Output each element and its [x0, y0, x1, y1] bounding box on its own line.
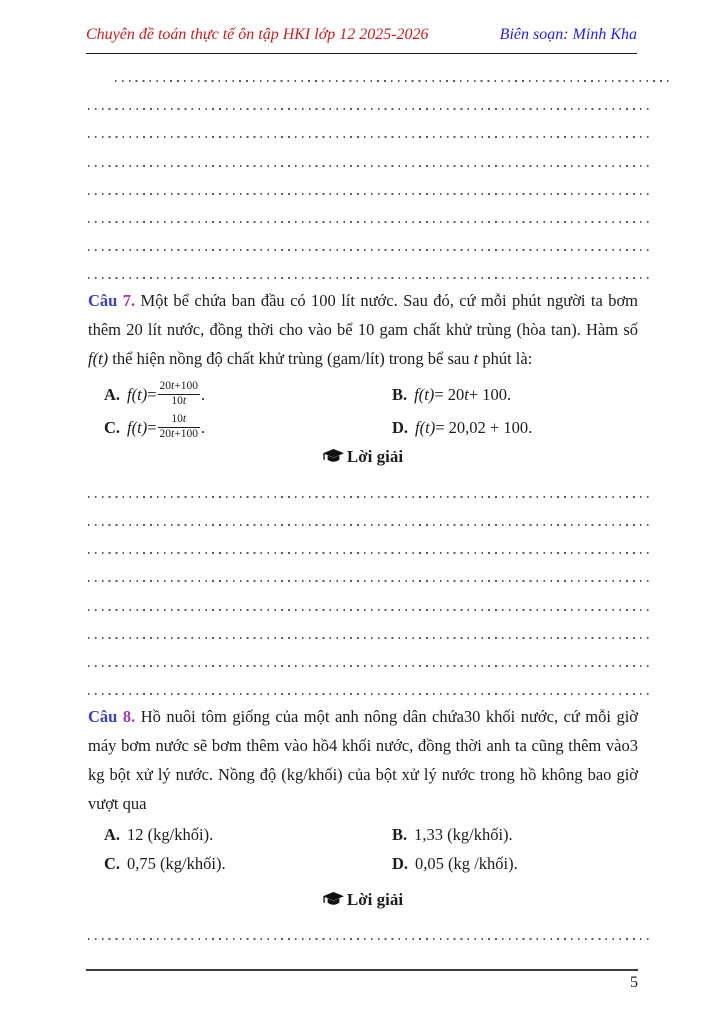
- answer-dotted-line: [88, 665, 650, 667]
- header-author: Biên soạn: Minh Kha: [499, 26, 637, 43]
- question-7-statement: Câu 7. Một bể chứa ban đầu có 100 lít nước. Sau đó, cứ mỗi phút người ta bơm thêm 20 lít nước, đồng thời cho vào bể 10 gam chất khử trùng (hòa tan). Hàm số f(t) thể hiện nồng độ chất khử trùng (gam/lít) trong bể sau t phút là:: [88, 291, 639, 368]
- option-8D: D. 0,05 (kg /khối).: [392, 853, 518, 873]
- answer-dotted-line: [88, 136, 650, 138]
- option-label: B.: [392, 824, 408, 844]
- answer-dotted-line: [88, 637, 650, 639]
- fraction: $\frac{20t+100}{10t}$: [159, 380, 198, 407]
- answer-dotted-line: [88, 580, 650, 582]
- page-header: [86, 26, 637, 54]
- header-course-title: Chuyên đề toán thực tế ôn tập HKI lớp 12 2025-2026: [86, 26, 429, 43]
- question-8-statement: Câu 8. Hồ nuôi tôm giống của một anh nông dân chứa30 khối nước, cứ mỗi giờ máy bơm nước sẽ bơm thêm vào hồ4 khối nước, đồng thời anh ta cũng thêm vào3 kg bột xử lý nước. Nồng độ (kg/khối) của bột xử lý nước trong hồ không bao giờ vượt qua: [88, 707, 639, 813]
- option-label: A.: [104, 384, 121, 404]
- fraction: $\frac{10t}{20t+100}$: [159, 413, 198, 440]
- option-label: D.: [392, 853, 409, 873]
- answer-dotted-line: [88, 193, 650, 195]
- option-7A: A. f(t) = $\frac{20t+100}{10t}$ .: [104, 380, 206, 407]
- option-label: C.: [104, 853, 121, 873]
- option-label: D.: [392, 417, 409, 437]
- answer-dotted-line: [88, 609, 650, 611]
- option-label: A.: [104, 824, 121, 844]
- solution-label: Lời giải: [346, 890, 404, 909]
- answer-dotted-line: [88, 496, 650, 498]
- option-7C: C. f(t) = $\frac{10t}{20t+100}$ .: [104, 413, 206, 440]
- option-7B: B. f(t) = 20 t + 100.: [392, 384, 512, 404]
- option-label: B.: [392, 384, 408, 404]
- answer-dotted-line: [115, 80, 672, 82]
- option-8B: B. 1,33 (kg/khối).: [392, 824, 513, 844]
- answer-dotted-line: [88, 277, 650, 279]
- solution-label: Lời giải: [346, 447, 404, 466]
- solution-heading: [88, 446, 638, 468]
- answer-dotted-line: [88, 552, 650, 554]
- answer-dotted-line: [88, 108, 650, 110]
- page-number: 5: [630, 974, 638, 991]
- answer-dotted-line: [88, 249, 650, 251]
- question-8-options: [88, 820, 638, 878]
- answer-dotted-line: [88, 938, 650, 940]
- solution-heading: [88, 889, 638, 911]
- graduation-cap-icon: [323, 449, 344, 464]
- answer-dotted-line: [88, 221, 650, 223]
- question-7-label: Câu 7.: [88, 291, 136, 310]
- option-label: C.: [104, 417, 121, 437]
- inline-math: f(t): [88, 349, 109, 368]
- question-8-label: Câu 8.: [88, 707, 136, 726]
- answer-dotted-line: [88, 524, 650, 526]
- answer-dotted-line: [88, 165, 650, 167]
- question-7-options: [88, 378, 638, 444]
- footer-rule: [86, 969, 638, 971]
- graduation-cap-icon: [323, 892, 344, 907]
- answer-dotted-line: [88, 693, 650, 695]
- option-7D: D. f(t) = 20,02 + 100.: [392, 417, 533, 437]
- inline-math: t: [473, 349, 479, 368]
- option-8C: C. 0,75 (kg/khối).: [104, 853, 226, 873]
- option-8A: A. 12 (kg/khối).: [104, 824, 214, 844]
